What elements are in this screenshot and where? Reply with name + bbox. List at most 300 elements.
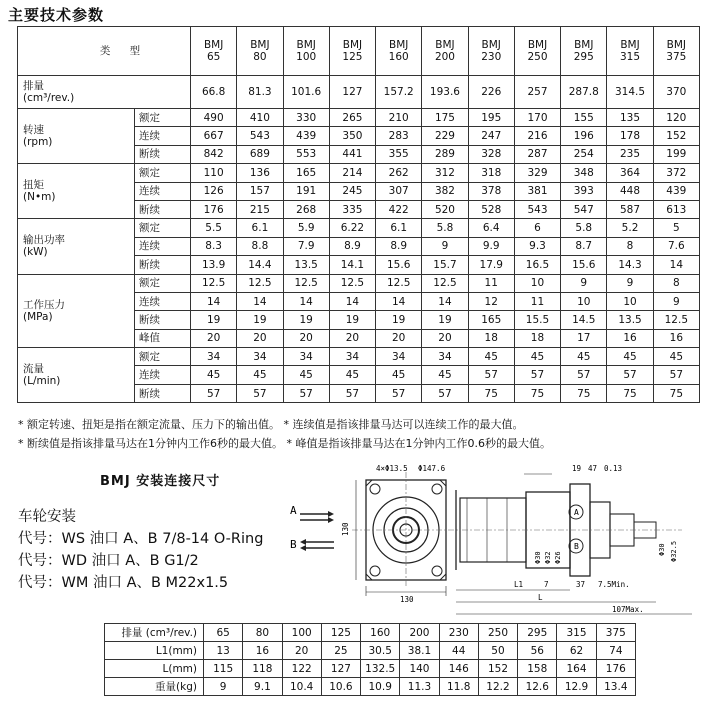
mount-heading: 车轮安装 <box>18 509 76 525</box>
table-cell: 11 <box>514 292 560 310</box>
table-cell: 8 <box>607 237 653 255</box>
table-cell: 8.9 <box>329 237 375 255</box>
model-header-315 <box>607 27 653 76</box>
sub-label: 断续 <box>135 200 191 218</box>
model-header-80 <box>237 27 283 76</box>
table-cell: 287 <box>514 145 560 163</box>
table-cell: 14 <box>653 256 699 274</box>
table-cell: 381 <box>514 182 560 200</box>
model-header-125 <box>329 27 375 76</box>
row-label: L1(mm) <box>105 642 204 660</box>
sub-label: 连续 <box>135 292 191 310</box>
table-cell: 19 <box>191 311 237 329</box>
model-prefix: BMJ <box>342 38 363 51</box>
table-cell: 9 <box>607 274 653 292</box>
table-cell: 318 <box>468 164 514 182</box>
group-unit: (kW) <box>23 246 48 259</box>
table-cell: 45 <box>468 348 514 366</box>
side-bottom-dim-l1: L1 <box>514 580 524 589</box>
table-cell: 12.5 <box>653 311 699 329</box>
table-cell: 10.9 <box>361 678 400 696</box>
table-cell: 75 <box>653 384 699 402</box>
table-cell: 10 <box>607 292 653 310</box>
table-cell: 195 <box>468 109 514 127</box>
table-cell: 164 <box>557 660 596 678</box>
table-cell: 45 <box>237 366 283 384</box>
table-cell: 136 <box>237 164 283 182</box>
table-cell: 45 <box>607 348 653 366</box>
table-cell: 553 <box>283 145 329 163</box>
table-row <box>18 109 700 127</box>
table-cell: 193.6 <box>422 76 468 109</box>
side-bottom-dim-75min: 7.5Min. <box>598 580 630 589</box>
group-name: 输出功率 <box>23 234 65 247</box>
table-cell: 19 <box>283 311 329 329</box>
table-cell: 364 <box>607 164 653 182</box>
displacement-row <box>18 76 700 109</box>
table-cell: 287.8 <box>561 76 607 109</box>
table-cell: 328 <box>468 145 514 163</box>
model-number: 80 <box>253 51 267 63</box>
model-prefix: BMJ <box>620 38 640 51</box>
mount-code-ws: 代号：WS 油口 A、B 7/8-14 O-Ring <box>18 531 264 547</box>
table-cell: 170 <box>514 109 560 127</box>
table-cell: 127 <box>329 76 375 109</box>
arrow-head-icon <box>300 545 306 551</box>
table-cell: 12.5 <box>422 274 468 292</box>
note-line-1: * 额定转速、扭矩是指在额定流量、压力下的输出值。 * 连续值是指该排量马达可以连续工作的最大值。 <box>18 418 524 431</box>
table-cell: 152 <box>478 660 517 678</box>
table-cell: 57 <box>283 384 329 402</box>
table-cell: 307 <box>376 182 422 200</box>
table-cell: 448 <box>607 182 653 200</box>
table-cell: 372 <box>653 164 699 182</box>
table-cell: 6.1 <box>237 219 283 237</box>
page-title: 主要技术参数 <box>8 6 105 24</box>
table-cell: 11.8 <box>439 678 478 696</box>
model-number: 315 <box>620 51 641 63</box>
table-cell: 330 <box>283 109 329 127</box>
dims-table <box>104 623 636 696</box>
table-cell: 19 <box>329 311 375 329</box>
table-cell: 74 <box>596 642 635 660</box>
table-cell: 375 <box>596 624 635 642</box>
table-cell: 250 <box>478 624 517 642</box>
table-row <box>18 348 700 366</box>
table-cell: 100 <box>282 624 321 642</box>
table-cell: 490 <box>191 109 237 127</box>
table-cell: 14.3 <box>607 256 653 274</box>
table-cell: 7.9 <box>283 237 329 255</box>
sub-label: 额定 <box>135 348 191 366</box>
table-cell: 196 <box>561 127 607 145</box>
table-row <box>105 642 636 660</box>
group-label <box>18 219 135 274</box>
table-cell: 12.5 <box>329 274 375 292</box>
table-cell: 7.6 <box>653 237 699 255</box>
table-cell: 115 <box>204 660 243 678</box>
table-cell: 265 <box>329 109 375 127</box>
table-cell: 262 <box>376 164 422 182</box>
table-row <box>18 274 700 292</box>
table-cell: 20 <box>329 329 375 347</box>
table-cell: 132.5 <box>361 660 400 678</box>
table-cell: 210 <box>376 109 422 127</box>
table-cell: 10.4 <box>282 678 321 696</box>
group-label <box>18 274 135 348</box>
table-cell: 543 <box>237 127 283 145</box>
table-cell: 215 <box>237 200 283 218</box>
table-cell: 101.6 <box>283 76 329 109</box>
table-cell: 9 <box>204 678 243 696</box>
table-cell: 12.5 <box>191 274 237 292</box>
table-cell: 10.6 <box>321 678 360 696</box>
table-cell: 842 <box>191 145 237 163</box>
sub-label: 连续 <box>135 237 191 255</box>
table-cell: 110 <box>191 164 237 182</box>
table-cell: 66.8 <box>191 76 237 109</box>
table-cell: 140 <box>400 660 439 678</box>
type-header: 类 型 <box>18 27 191 76</box>
model-prefix: BMJ <box>666 38 686 51</box>
table-cell: 247 <box>468 127 514 145</box>
table-cell: 350 <box>329 127 375 145</box>
table-cell: 439 <box>653 182 699 200</box>
model-header-200 <box>422 27 468 76</box>
table-cell: 9.1 <box>243 678 282 696</box>
model-prefix: BMJ <box>574 38 594 51</box>
table-cell: 5.9 <box>283 219 329 237</box>
model-header-65 <box>191 27 237 76</box>
table-cell: 20 <box>376 329 422 347</box>
table-cell: 178 <box>607 127 653 145</box>
table-cell: 8.7 <box>561 237 607 255</box>
table-cell: 295 <box>518 624 557 642</box>
table-cell: 57 <box>514 366 560 384</box>
table-cell: 14.1 <box>329 256 375 274</box>
model-number: 230 <box>481 51 502 63</box>
front-view <box>352 472 460 596</box>
mount-title: BMJ 安装连接尺寸 <box>100 474 221 489</box>
table-cell: 20 <box>191 329 237 347</box>
table-cell: 14 <box>376 292 422 310</box>
table-cell: 176 <box>191 200 237 218</box>
front-holes-dim: 4×Φ13.5 <box>376 464 408 473</box>
model-number: 250 <box>527 51 548 63</box>
displacement-label <box>18 76 191 109</box>
table-cell: 12.9 <box>557 678 596 696</box>
group-name: 转速 <box>23 124 44 137</box>
table-cell: 6 <box>514 219 560 237</box>
table-cell: 20 <box>282 642 321 660</box>
model-number: 375 <box>666 51 687 63</box>
group-unit: (rpm) <box>23 136 53 149</box>
table-row <box>18 164 700 182</box>
table-cell: 329 <box>514 164 560 182</box>
table-cell: 165 <box>468 311 514 329</box>
front-pcd-dim: Φ147.6 <box>418 464 446 473</box>
side-top-dim-3: 0.13 <box>604 464 623 473</box>
arrow-head-icon <box>300 539 306 545</box>
table-cell: 410 <box>237 109 283 127</box>
side-top-dim-1: 19 <box>572 464 582 473</box>
table-cell: 30.5 <box>361 642 400 660</box>
table-cell: 50 <box>478 642 517 660</box>
table-cell: 9 <box>561 274 607 292</box>
table-cell: 6.1 <box>376 219 422 237</box>
table-cell: 16 <box>607 329 653 347</box>
table-cell: 393 <box>561 182 607 200</box>
table-cell: 157.2 <box>376 76 422 109</box>
side-top-dim-2: 47 <box>588 464 598 473</box>
front-height-dim: 130 <box>341 522 350 536</box>
table-cell: 13 <box>204 642 243 660</box>
table-cell: 5 <box>653 219 699 237</box>
table-cell: 45 <box>376 366 422 384</box>
table-cell: 15.6 <box>561 256 607 274</box>
table-cell: 9.9 <box>468 237 514 255</box>
table-cell: 613 <box>653 200 699 218</box>
table-cell: 44 <box>439 642 478 660</box>
table-cell: 14.4 <box>237 256 283 274</box>
group-unit: (N•m) <box>23 191 56 204</box>
table-cell: 57 <box>468 366 514 384</box>
table-cell: 543 <box>514 200 560 218</box>
table-cell: 165 <box>283 164 329 182</box>
model-header-375 <box>653 27 699 76</box>
mount-list <box>18 506 263 594</box>
group-label <box>18 348 135 403</box>
table-cell: 10 <box>561 292 607 310</box>
table-cell: 441 <box>329 145 375 163</box>
table-cell: 57 <box>653 366 699 384</box>
table-cell: 57 <box>237 384 283 402</box>
arrow-head-icon <box>328 511 334 517</box>
model-number: 160 <box>388 51 409 63</box>
table-cell: 19 <box>376 311 422 329</box>
table-cell: 528 <box>468 200 514 218</box>
table-cell: 216 <box>514 127 560 145</box>
table-cell: 12.5 <box>376 274 422 292</box>
side-left-dim-3: Φ26 <box>554 551 562 564</box>
table-cell: 146 <box>439 660 478 678</box>
table-cell: 56 <box>518 642 557 660</box>
table-cell: 12.5 <box>237 274 283 292</box>
table-cell: 75 <box>607 384 653 402</box>
table-cell: 81.3 <box>237 76 283 109</box>
sub-label: 连续 <box>135 366 191 384</box>
side-port-a-label: A <box>574 508 579 517</box>
table-cell: 283 <box>376 127 422 145</box>
table-cell: 20 <box>237 329 283 347</box>
table-cell: 45 <box>653 348 699 366</box>
table-cell: 75 <box>514 384 560 402</box>
model-prefix: BMJ <box>296 38 316 51</box>
group-unit: (L/min) <box>23 375 61 388</box>
sub-label: 断续 <box>135 256 191 274</box>
table-cell: 13.5 <box>607 311 653 329</box>
model-prefix: BMJ <box>250 38 270 51</box>
table-cell: 25 <box>321 642 360 660</box>
table-cell: 667 <box>191 127 237 145</box>
side-right-dim-1: Φ30 <box>658 543 666 556</box>
side-bottom-dim-107max: 107Max. <box>612 605 644 614</box>
table-cell: 157 <box>237 182 283 200</box>
table-cell: 5.8 <box>561 219 607 237</box>
table-cell: 245 <box>329 182 375 200</box>
table-cell: 57 <box>422 384 468 402</box>
group-name: 扭矩 <box>23 179 44 192</box>
table-cell: 8.8 <box>237 237 283 255</box>
side-bottom-dim-l: L <box>538 593 543 602</box>
model-prefix: BMJ <box>481 38 501 51</box>
group-name: 流量 <box>23 363 44 376</box>
sub-label: 额定 <box>135 164 191 182</box>
table-cell: 155 <box>561 109 607 127</box>
model-prefix: BMJ <box>203 38 224 51</box>
table-cell: 12 <box>468 292 514 310</box>
table-cell: 382 <box>422 182 468 200</box>
table-cell: 45 <box>561 348 607 366</box>
table-cell: 520 <box>422 200 468 218</box>
table-cell: 8 <box>653 274 699 292</box>
table-cell: 17 <box>561 329 607 347</box>
table-cell: 34 <box>376 348 422 366</box>
displacement-name: 排量 <box>23 79 44 92</box>
table-cell: 126 <box>191 182 237 200</box>
table-cell: 14 <box>422 292 468 310</box>
table-row <box>105 678 636 696</box>
side-right-dim-2: Φ32.5 <box>670 540 678 562</box>
table-cell: 20 <box>283 329 329 347</box>
table-cell: 16.5 <box>514 256 560 274</box>
table-cell: 45 <box>283 366 329 384</box>
model-prefix: BMJ <box>527 38 548 51</box>
table-cell: 16 <box>243 642 282 660</box>
table-cell: 254 <box>561 145 607 163</box>
side-left-dim-1: Φ30 <box>534 551 542 564</box>
row-label: L(mm) <box>105 660 204 678</box>
table-cell: 34 <box>422 348 468 366</box>
table-cell: 9.3 <box>514 237 560 255</box>
mount-code-wm: 代号：WM 油口 A、B M22x1.5 <box>18 575 229 591</box>
table-cell: 127 <box>321 660 360 678</box>
table-cell: 191 <box>283 182 329 200</box>
table-cell: 214 <box>329 164 375 182</box>
table-cell: 14 <box>283 292 329 310</box>
drawing-port-b-label: B <box>290 538 297 551</box>
group-label <box>18 164 135 219</box>
table-cell: 34 <box>237 348 283 366</box>
model-prefix: BMJ <box>389 38 409 51</box>
table-cell: 20 <box>422 329 468 347</box>
table-cell: 15.6 <box>376 256 422 274</box>
table-cell: 6.4 <box>468 219 514 237</box>
table-cell: 34 <box>329 348 375 366</box>
table-cell: 11.3 <box>400 678 439 696</box>
model-header-230 <box>468 27 514 76</box>
table-cell: 122 <box>282 660 321 678</box>
table-cell: 230 <box>439 624 478 642</box>
table-cell: 14.5 <box>561 311 607 329</box>
table-cell: 38.1 <box>400 642 439 660</box>
table-cell: 152 <box>653 127 699 145</box>
table-cell: 9 <box>653 292 699 310</box>
table-cell: 65 <box>204 624 243 642</box>
displacement-unit: (cm³/rev.) <box>23 92 75 104</box>
group-label <box>18 109 135 164</box>
table-cell: 9 <box>422 237 468 255</box>
table-cell: 6.22 <box>329 219 375 237</box>
table-cell: 175 <box>422 109 468 127</box>
side-bottom-dim-37: 37 <box>576 580 586 589</box>
model-header-100 <box>283 27 329 76</box>
sub-label: 断续 <box>135 145 191 163</box>
table-cell: 34 <box>283 348 329 366</box>
table-cell: 312 <box>422 164 468 182</box>
table-cell: 57 <box>561 366 607 384</box>
sub-label: 连续 <box>135 127 191 145</box>
table-cell: 57 <box>329 384 375 402</box>
model-number: 295 <box>573 51 594 63</box>
table-cell: 315 <box>557 624 596 642</box>
table-cell: 14 <box>191 292 237 310</box>
sub-label: 峰值 <box>135 329 191 347</box>
arrow-head-icon <box>328 517 334 523</box>
table-cell: 57 <box>191 384 237 402</box>
table-cell: 289 <box>422 145 468 163</box>
table-cell: 257 <box>514 76 560 109</box>
group-name: 工作压力 <box>23 298 65 311</box>
model-header-295 <box>561 27 607 76</box>
table-row <box>18 219 700 237</box>
table-cell: 15.7 <box>422 256 468 274</box>
table-cell: 75 <box>561 384 607 402</box>
table-cell: 370 <box>653 76 699 109</box>
sub-label: 额定 <box>135 109 191 127</box>
table-cell: 45 <box>329 366 375 384</box>
model-header-250 <box>514 27 560 76</box>
model-number: 200 <box>434 51 455 63</box>
table-cell: 15.5 <box>514 311 560 329</box>
table-cell: 17.9 <box>468 256 514 274</box>
table-cell: 587 <box>607 200 653 218</box>
table-cell: 268 <box>283 200 329 218</box>
table-cell: 12.6 <box>518 678 557 696</box>
group-unit: (MPa) <box>23 310 53 323</box>
table-row <box>105 660 636 678</box>
table-cell: 57 <box>376 384 422 402</box>
table-cell: 439 <box>283 127 329 145</box>
table-cell: 34 <box>191 348 237 366</box>
table-cell: 355 <box>376 145 422 163</box>
model-number: 125 <box>342 51 363 63</box>
table-cell: 125 <box>321 624 360 642</box>
table-cell: 348 <box>561 164 607 182</box>
table-cell: 135 <box>607 109 653 127</box>
table-cell: 118 <box>243 660 282 678</box>
table-cell: 120 <box>653 109 699 127</box>
sub-label: 额定 <box>135 219 191 237</box>
table-cell: 80 <box>243 624 282 642</box>
table-cell: 5.8 <box>422 219 468 237</box>
model-number: 100 <box>296 51 317 63</box>
front-width-dim: 130 <box>400 595 414 604</box>
side-port-b-label: B <box>574 542 579 551</box>
mount-code-wd: 代号：WD 油口 A、B G1/2 <box>18 553 199 569</box>
table-cell: 14 <box>329 292 375 310</box>
row-label: 重量(kg) <box>105 678 204 696</box>
